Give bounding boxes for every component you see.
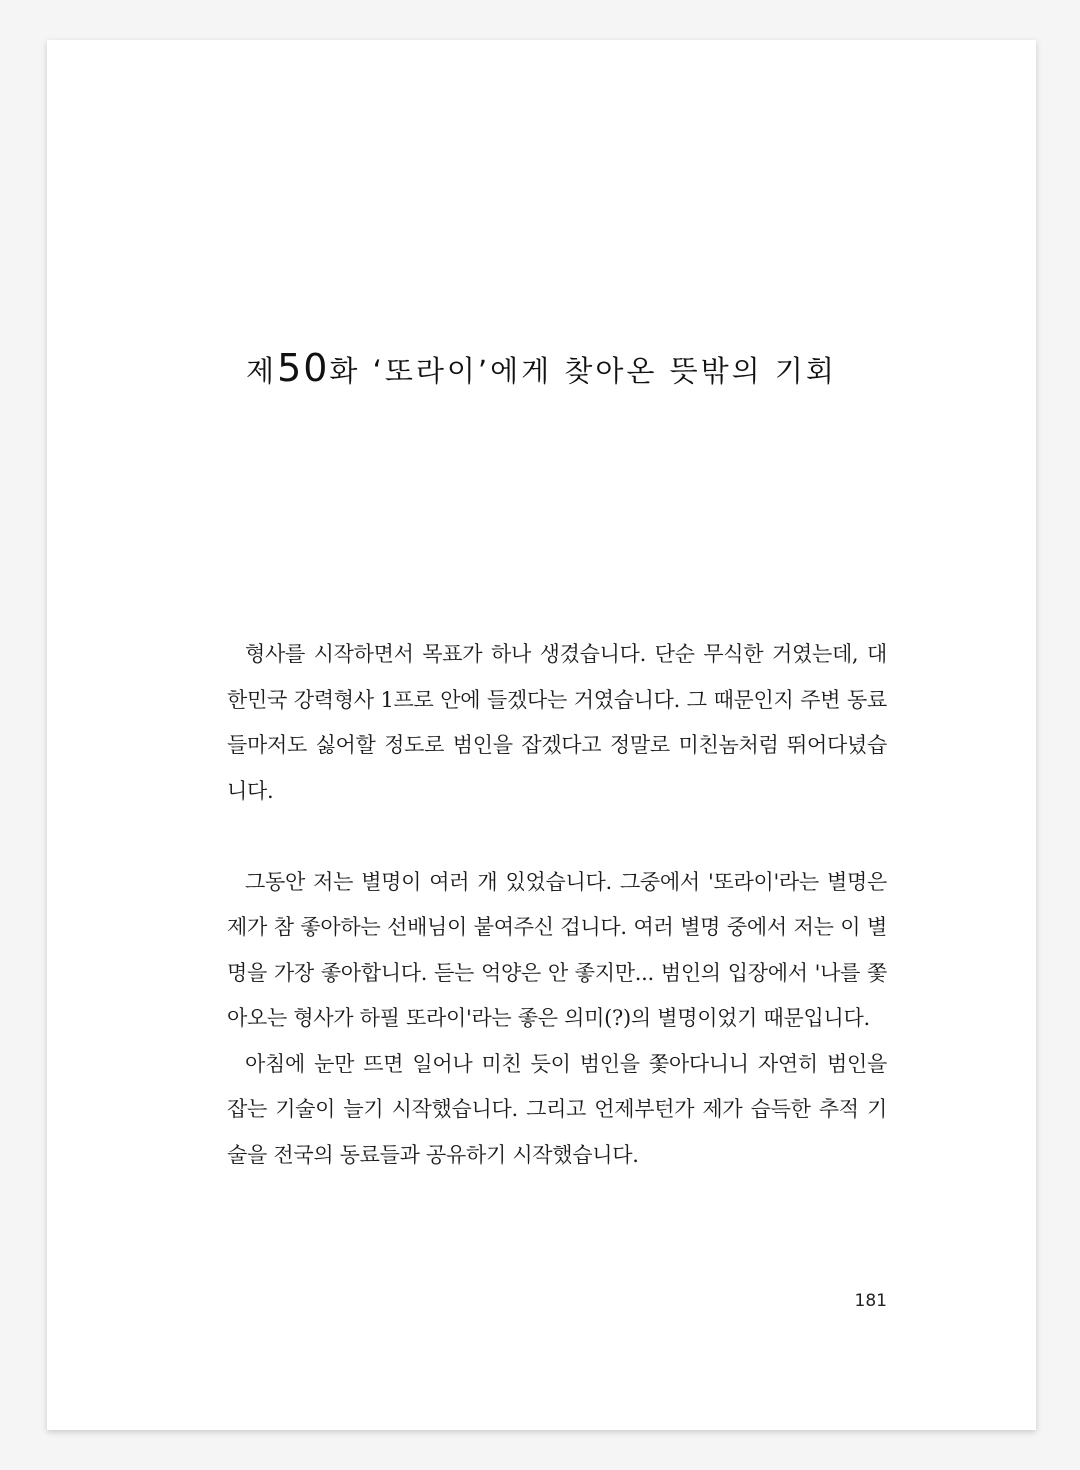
chapter-title-prefix: 제 xyxy=(246,354,278,388)
body-text xyxy=(227,632,887,1178)
paragraph-3: 아침에 눈만 뜨면 일어나 미친 듯이 범인을 쫓아다니니 자연히 범인을 잡는 기술이 늘기 시작했습니다. 그리고 언제부턴가 제가 습득한 추적 기술을 전국의 동료들과 공유하기 시작했습니다. xyxy=(227,1051,887,1167)
chapter-number: 50 xyxy=(277,346,330,390)
paragraph-1: 형사를 시작하면서 목표가 하나 생겼습니다. 단순 무식한 거였는데, 대한민국 강력형사 1프로 안에 들겠다는 거였습니다. 그 때문인지 주변 동료들마저도 싫어할 정도로 범인을 잡겠다고 정말로 미친놈처럼 뛰어다녔습니다. xyxy=(227,642,887,803)
page-number: 181 xyxy=(854,1291,887,1311)
book-page xyxy=(47,40,1036,1430)
paragraph-2: 그동안 저는 별명이 여러 개 있었습니다. 그중에서 '또라이'라는 별명은 제가 참 좋아하는 선배님이 붙여주신 겁니다. 여러 별명 중에서 저는 이 별명을 가장 좋아합니다. 듣는 억양은 안 좋지만... 범인의 입장에서 '나를 쫓아오는 형사가 하필 또라이'라는 좋은 의미(?)의 별명이었기 때문입니다. xyxy=(227,869,887,1030)
chapter-title-text: 화 ‘또라이’에게 찾아온 뜻밖의 기회 xyxy=(329,354,837,388)
chapter-title xyxy=(47,346,1036,390)
